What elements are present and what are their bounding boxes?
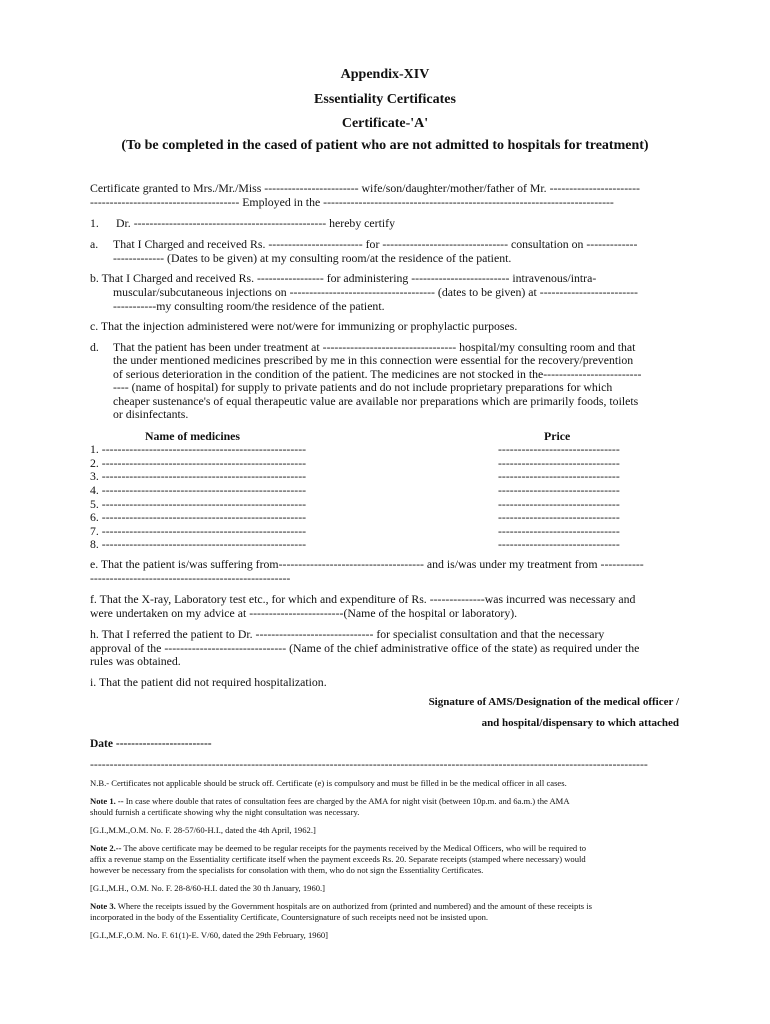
medicine-row-name: 5. ---------------------------------------------------- — [90, 497, 307, 511]
note-3-line-1: Where the receipts issued by the Government hospitals are on authorized from (printed and numbered) and the amount of these receipts is — [115, 901, 592, 911]
medicine-row-name: 3. ---------------------------------------------------- — [90, 469, 307, 483]
medicine-row-name: 7. ---------------------------------------------------- — [90, 524, 307, 538]
medicine-row-name: 6. ---------------------------------------------------- — [90, 510, 307, 524]
certificate-label: Certificate-'A' — [341, 116, 429, 131]
item-d-line-2: the under mentioned medicines prescribed by me in this connection were essential for the recovery/prevention — [113, 353, 634, 367]
note-2-label: Note 2.-- — [90, 843, 122, 853]
item-b-line-3: -----------my consulting room/the residence of the patient. — [113, 299, 385, 313]
signature-line-1: Signature of AMS/Designation of the medical officer / — [428, 696, 679, 708]
medicine-row-name: 2. ---------------------------------------------------- — [90, 456, 307, 470]
note-1 — [90, 796, 570, 807]
item-i-text: i. That the patient did not required hospitalization. — [90, 675, 327, 689]
note-2 — [90, 843, 586, 854]
medicine-row-name: 1. ---------------------------------------------------- — [90, 442, 307, 456]
signature-line-2: and hospital/dispensary to which attached — [481, 717, 679, 729]
medicine-row-name: 4. ---------------------------------------------------- — [90, 483, 307, 497]
item-d-line-4: ---- (name of hospital) for supply to private patients and do not include proprietary preparations for which — [113, 380, 613, 394]
item-f-line-2: were undertaken on my advice at ------------------------(Name of the hospital or laboratory). — [90, 606, 518, 620]
medicine-row-name: 8. ---------------------------------------------------- — [90, 537, 307, 551]
document-title: Essentiality Certificates — [314, 92, 456, 107]
item-a-line-1: That I Charged and received Rs. ------------------------ for -------------------------------- consultation on ------------- — [113, 237, 638, 251]
note-3-reference: [G.I.,M.F.,O.M. No. F. 61(1)-E. V/60, dated the 29th February, 1960] — [90, 930, 329, 940]
item-e-line-1: e. That the patient is/was suffering from------------------------------------- and is/was under my treatment from ----------- — [90, 557, 644, 571]
medicine-row-price: ------------------------------- — [498, 442, 620, 456]
note-2-line-3: however be necessary from the specialists for consolation with them, who do not sign the Essentiality Certificates. — [90, 865, 484, 875]
item-d-line-1: That the patient has been under treatment at ---------------------------------- hospital/my consulting room and that — [113, 340, 636, 354]
note-1-label: Note 1. -- — [90, 796, 124, 806]
note-1-line-2: should furnish a certificate showing why the night consultation was necessary. — [90, 807, 360, 817]
separator-line: ---------------------------------------------------------------------------------------------------------------------------------------------- — [90, 757, 648, 771]
medicine-row-price: ------------------------------- — [498, 510, 620, 524]
item-d-line-5: cheaper sustenance's of equal therapeutic value are available nor preparations which are primarily foods, toilets — [113, 394, 639, 408]
intro-line-1: Certificate granted to Mrs./Mr./Miss ------------------------ wife/son/daughter/mother/father of Mr. ----------------------- — [90, 181, 640, 195]
medicine-name-header: Name of medicines — [145, 429, 241, 443]
note-2-line-2: affix a revenue stamp on the Essentiality certificate itself when the payment exceeds Rs. 20. Separate receipts (stamped where necessary) would — [90, 854, 586, 864]
item-a-label: a. — [90, 237, 99, 251]
item-h-line-3: rules was obtained. — [90, 654, 181, 668]
document-subtitle: (To be completed in the cased of patient who are not admitted to hospitals for treatment) — [121, 138, 649, 153]
medicine-row-price: ------------------------------- — [498, 537, 620, 551]
item-c-text: c. That the injection administered were not/were for immunizing or prophylactic purposes. — [90, 319, 518, 333]
appendix-heading: Appendix-XIV — [340, 67, 430, 82]
item-1-text: Dr. ------------------------------------------------- hereby certify — [116, 216, 395, 230]
intro-line-2: -------------------------------------- Employed in the -------------------------------------------------------------------------- — [90, 195, 614, 209]
item-h-line-2: approval of the ------------------------------- (Name of the chief administrative office of the state) as required under the — [90, 641, 640, 655]
item-h-line-1: h. That I referred the patient to Dr. ------------------------------ for specialist consultation and that the necessary — [90, 627, 605, 641]
medicine-row-price: ------------------------------- — [498, 469, 620, 483]
medicine-row-price: ------------------------------- — [498, 483, 620, 497]
item-b-line-2: muscular/subcutaneous injections on ------------------------------------- (dates to be given) at ------------------------- — [113, 285, 638, 299]
item-d-label: d. — [90, 340, 99, 354]
item-d-line-3: of serious deterioration in the condition of the patient. The medicines are not stocked in the------------------------- — [113, 367, 642, 381]
note-1-line-1: In case where double that rates of consultation fees are charged by the AMA for night visit (between 10p.m. and 6a.m.) the AMA — [123, 796, 570, 806]
medicine-price-header: Price — [544, 429, 571, 443]
medicine-row-price: ------------------------------- — [498, 456, 620, 470]
note-2-reference: [G.I.,M.H., O.M. No. F. 28-8/60-H.I. dated the 30 th January, 1960.] — [90, 883, 326, 893]
item-e-line-2: --------------------------------------------------- — [90, 571, 291, 585]
item-1-number: 1. — [90, 216, 99, 230]
item-b-line-1: b. That I Charged and received Rs. ----------------- for administering ------------------------- intravenous/intra- — [90, 271, 597, 285]
note-1-reference: [G.I.,M.M.,O.M. No. F. 28-57/60-H.I., dated the 4th April, 1962.] — [90, 825, 316, 835]
note-2-line-1: The above certificate may be deemed to be regular receipts for the payments received by the Medical Officers, who will be required to — [121, 843, 587, 853]
note-3 — [90, 901, 592, 912]
medicine-row-price: ------------------------------- — [498, 497, 620, 511]
note-3-label: Note 3. — [90, 901, 116, 911]
item-d-line-6: or disinfectants. — [113, 407, 189, 421]
medicine-row-price: ------------------------------- — [498, 524, 620, 538]
nb-note: N.B.- Certificates not applicable should be struck off. Certificate (e) is compulsory and must be filled in be the medical officer in all cases. — [90, 778, 567, 788]
item-f-line-1: f. That the X-ray, Laboratory test etc., for which and expenditure of Rs. --------------was incurred was necessary and — [90, 592, 636, 606]
item-a-line-2: ------------- (Dates to be given) at my consulting room/at the residence of the patient. — [113, 251, 512, 265]
date-field: Date ------------------------- — [90, 738, 212, 750]
note-3-line-2: incorporated in the body of the Essentiality Certificate, Countersignature of such receipts need not be insisted upon. — [90, 912, 489, 922]
